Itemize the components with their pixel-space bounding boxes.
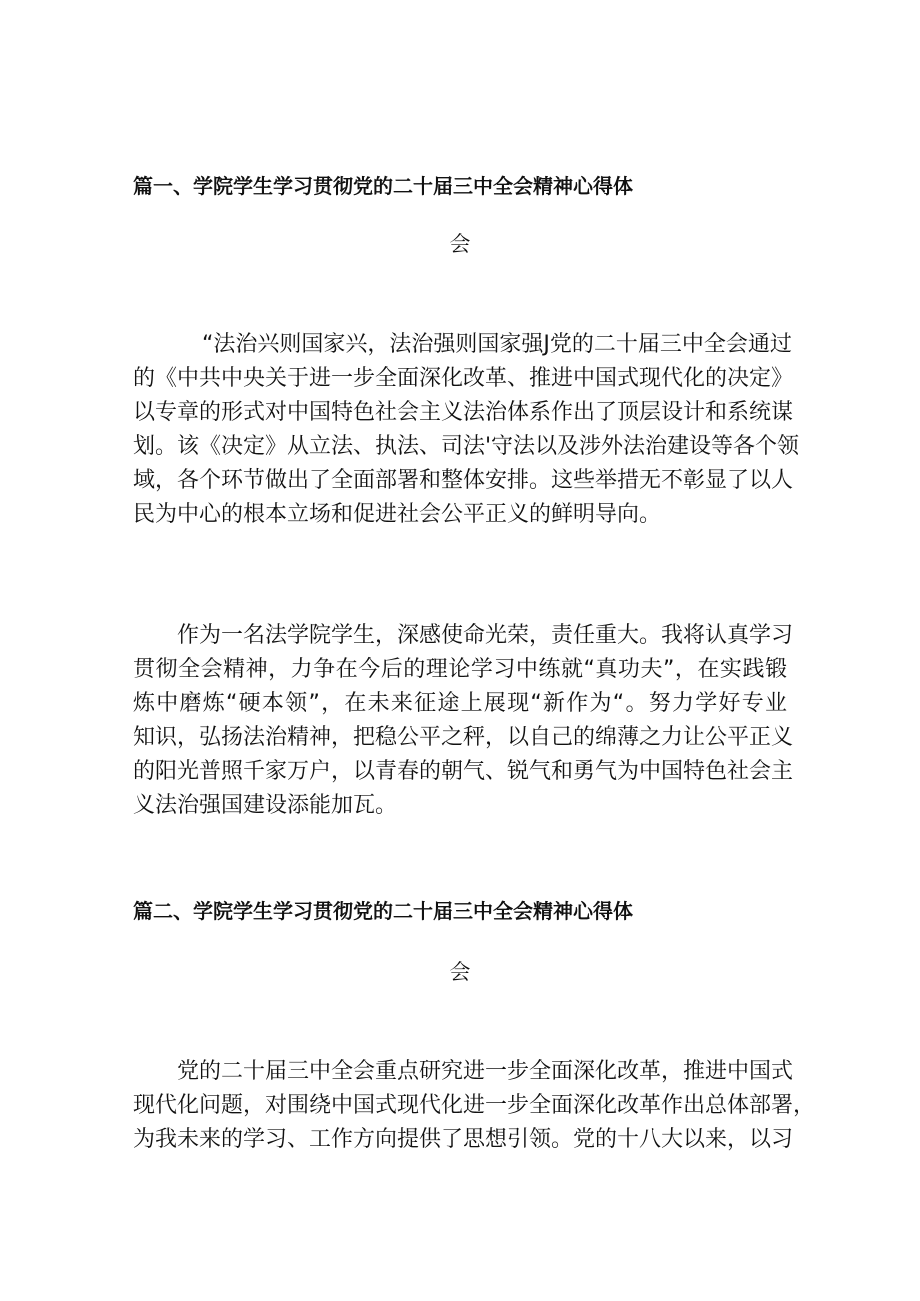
paragraph-line: 义法治强国建设添能加瓦。 <box>133 793 398 818</box>
section-1-paragraph-2 <box>133 619 794 823</box>
paragraph-line: 域，各个环节做出了全面部署和整体安排。这些举措无不彰显了以人 <box>133 468 794 493</box>
paragraph-line: 的阳光普照千家万户，以青春的朝气、锐气和勇气为中国特色社会主 <box>133 759 794 784</box>
section-1-paragraph-1 <box>133 328 800 532</box>
paragraph-line: 现代化问题，对围绕中国式现代化进一步全面深化改革作出总体部署， <box>133 1093 816 1118</box>
paragraph-line: 炼中磨炼“硬本领”，在未来征途上展现“新作为“。努力学好专业 <box>133 691 787 716</box>
paragraph-line: 贯彻全会精神，力争在今后的理论学习中练就“真功夫”，在实践锻 <box>133 657 787 682</box>
paragraph-line: 党的二十届三中全会重点研究进一步全面深化改革，推进中国式 <box>177 1059 794 1084</box>
paragraph-line: 作为一名法学院学生，深感使命光荣，责任重大。我将认真学习 <box>177 623 794 648</box>
paragraph-line: 以专章的形式对中国特色社会主义法治体系作出了顶层设计和系统谋 <box>133 400 794 425</box>
paragraph-line: 为我未来的学习、工作方向提供了思想引领。党的十八大以来，以习 <box>133 1127 794 1152</box>
paragraph-line: 的《中共中央关于进一步全面深化改革、推进中国式现代化的决定》 <box>133 366 794 391</box>
section-2-paragraph-1 <box>133 1055 816 1157</box>
paragraph-line: 知识，弘扬法治精神，把稳公平之秤，以自己的绵薄之力让公平正义 <box>133 725 794 750</box>
paragraph-line: “法治兴则国家兴，法治强则国家强J党的二十届三中全会通过 <box>202 332 792 357</box>
section-2-title: 篇二、学院学生学习贯彻党的二十届三中全会精神心得体 <box>133 899 633 923</box>
paragraph-line: 划。该《决定》从立法、执法、司法'守法以及涉外法治建设等各个领 <box>133 434 800 459</box>
section-2-title-continued: 会 <box>449 960 471 984</box>
section-1-title: 篇一、学院学生学习贯彻党的二十届三中全会精神心得体 <box>133 174 633 198</box>
section-1-title-continued: 会 <box>449 232 471 256</box>
paragraph-line: 民为中心的根本立场和促进社会公平正义的鲜明导向。 <box>133 502 662 527</box>
